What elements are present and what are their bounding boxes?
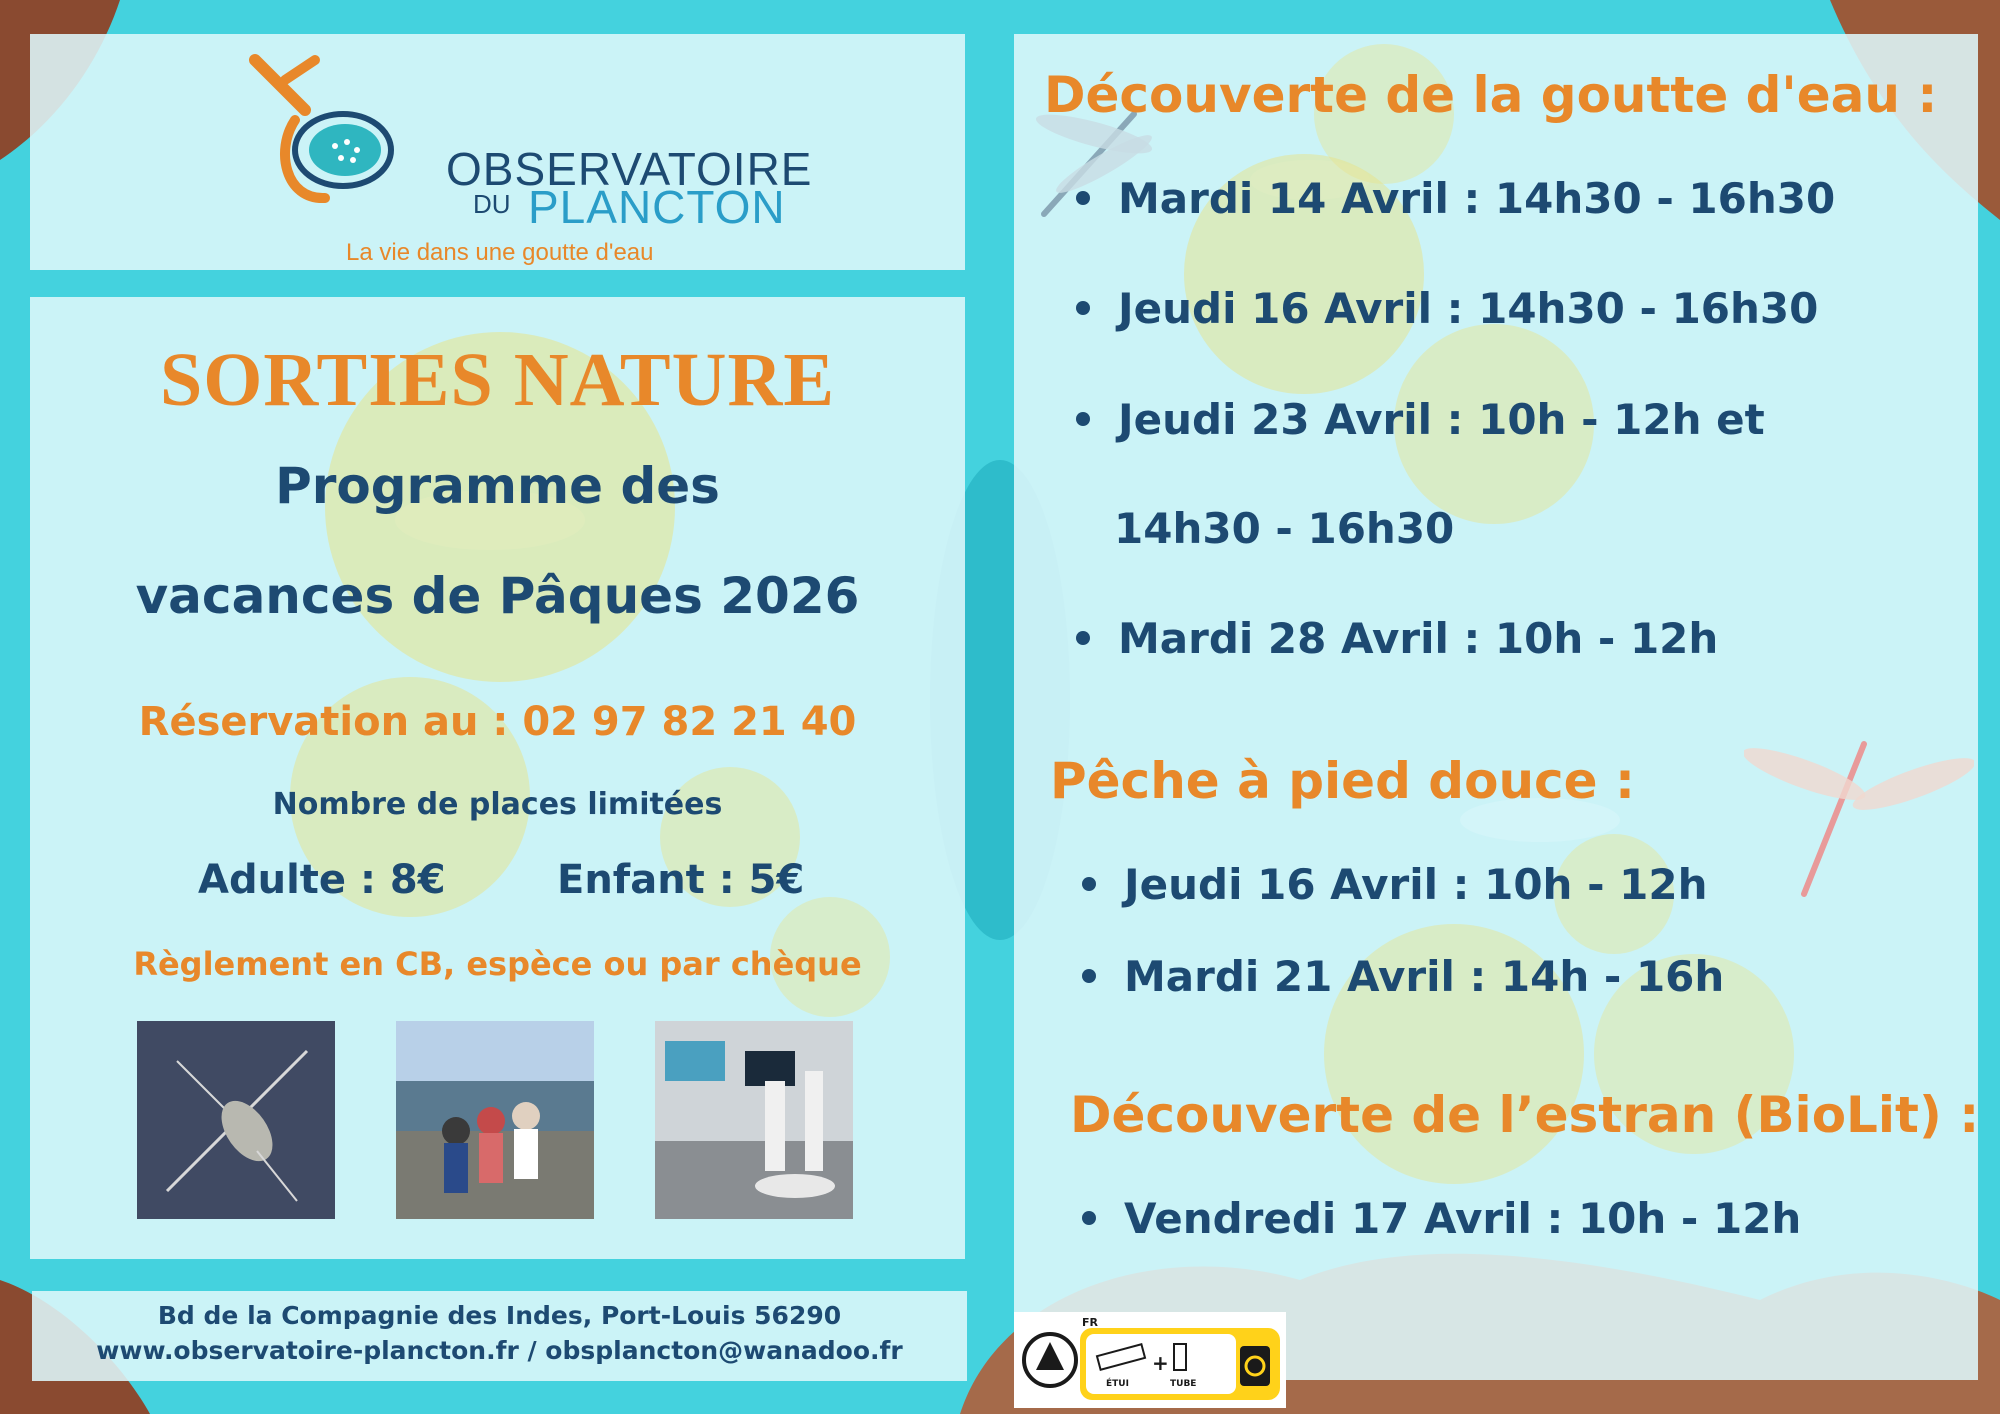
schedule-item-text: Jeudi 16 Avril : 14h30 - 16h30 [1118, 284, 1819, 333]
section-title-drop: Découverte de la goutte d'eau : [1044, 66, 1938, 124]
logo-du: DU [473, 189, 511, 219]
schedule-item-continuation: 14h30 - 16h30 [1114, 504, 1455, 553]
recycling-info-logo [1014, 1312, 1286, 1408]
schedule-item [1076, 284, 1818, 333]
bullet-icon [1082, 969, 1096, 983]
schedule-panel [1014, 34, 1978, 1380]
program-subtitle-line1: Programme des [275, 457, 720, 515]
page-title: SORTIES NATURE [159, 338, 836, 422]
section-title-estran: Découverte de l’estran (BioLit) : [1070, 1086, 1980, 1144]
info-panel [30, 297, 965, 1259]
footer-contact[interactable]: www.observatoire-plancton.fr / obsplancton@wanadoo.fr [96, 1336, 903, 1365]
limited-places-note: Nombre de places limitées [272, 787, 723, 822]
price-adult: Adulte : 8€ [198, 857, 446, 903]
schedule-item [1076, 614, 1718, 663]
bullet-icon [1076, 301, 1090, 315]
price-child: Enfant : 5€ [557, 857, 805, 903]
bullet-icon [1076, 631, 1090, 645]
logo-tagline: La vie dans une goutte d'eau [346, 239, 654, 266]
lab-microscope-photo [655, 1021, 853, 1219]
plankton-photo [137, 1021, 335, 1219]
recycling-case-label: ÉTUI [1106, 1379, 1129, 1389]
recycling-plus: + [1152, 1351, 1169, 1375]
recycling-tube-label: TUBE [1170, 1379, 1197, 1389]
triman-icon [1014, 1312, 1286, 1408]
field-trip-image [396, 1021, 594, 1219]
field-trip-photo [396, 1021, 594, 1219]
schedule-item [1076, 395, 1765, 444]
dragonfly-icon [1744, 724, 1974, 904]
magnifier-logo-icon [245, 50, 405, 210]
logo-plancton: PLANCTON [528, 181, 786, 233]
schedule-item-text: Mardi 14 Avril : 14h30 - 16h30 [1118, 174, 1836, 223]
reservation-phone: Réservation au : 02 97 82 21 40 [138, 699, 857, 745]
schedule-item [1082, 1194, 1801, 1243]
payment-methods: Règlement en CB, espèce ou par chèque [133, 945, 862, 983]
recycling-country: FR [1082, 1316, 1098, 1329]
schedule-item [1082, 860, 1707, 909]
logo-panel [30, 34, 965, 270]
schedule-item-text: Jeudi 23 Avril : 10h - 12h et [1118, 395, 1765, 444]
section-title-fishing: Pêche à pied douce : [1050, 752, 1635, 810]
bullet-icon [1076, 412, 1090, 426]
schedule-item-text: Jeudi 16 Avril : 10h - 12h [1124, 860, 1708, 909]
program-subtitle-line2: vacances de Pâques 2026 [135, 567, 860, 625]
lab-image [655, 1021, 853, 1219]
footer-panel [32, 1291, 967, 1381]
plankton-image [137, 1021, 335, 1219]
bullet-icon [1082, 1211, 1096, 1225]
schedule-item [1082, 952, 1724, 1001]
bullet-icon [1082, 877, 1096, 891]
schedule-item [1076, 174, 1835, 223]
footer-address: Bd de la Compagnie des Indes, Port-Louis 56290 [157, 1301, 842, 1330]
logo-observatoire: OBSERVATOIRE [446, 143, 813, 195]
bullet-icon [1076, 191, 1090, 205]
schedule-item-text: Vendredi 17 Avril : 10h - 12h [1124, 1194, 1802, 1243]
schedule-item-text: Mardi 21 Avril : 14h - 16h [1124, 952, 1725, 1001]
schedule-item-text: Mardi 28 Avril : 10h - 12h [1118, 614, 1719, 663]
